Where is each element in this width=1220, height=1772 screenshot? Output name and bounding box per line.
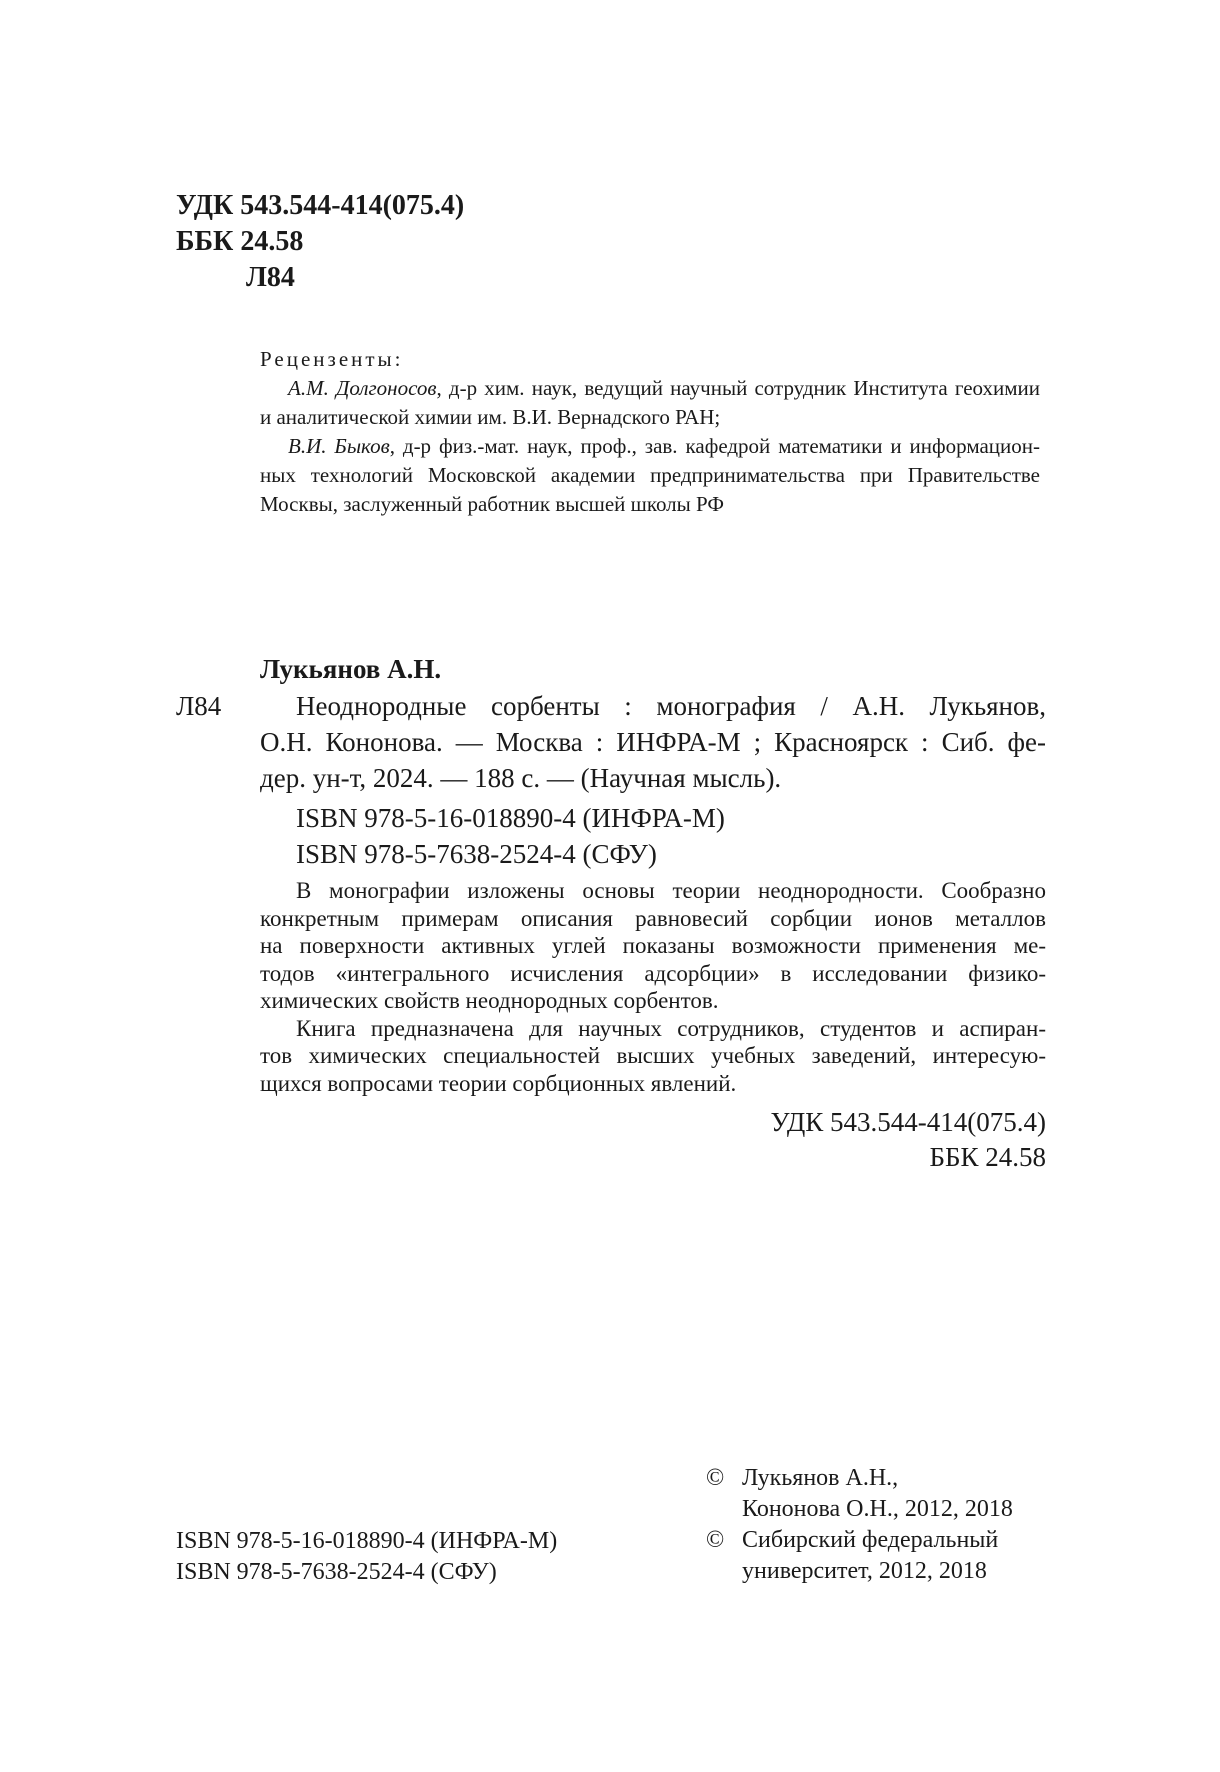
classification-right <box>600 1105 1046 1175</box>
reviewer-2-line-3: Москвы, заслуженный работник высшей школы РФ <box>260 492 724 516</box>
copyright-item-1 <box>706 1463 1046 1525</box>
header-block <box>176 188 464 296</box>
bib-author: Лукьянов А.Н. <box>260 654 442 684</box>
annotation-block <box>260 877 1046 1097</box>
annotation-line: щихся вопросами теории сорбционных явлений. <box>260 1070 737 1096</box>
isbn-bottom-1: ISBN 978-5-16-018890-4 (ИНФРА-М) <box>176 1528 558 1554</box>
bib-line-1: Неоднородные сорбенты : монография / А.Н. Лукьянов, <box>296 691 1046 721</box>
copyright-2-line-1: Сибирский федеральный <box>742 1527 999 1553</box>
annotation-line: химических свойств неоднородных сорбентов. <box>260 988 719 1013</box>
header-udk: УДК 543.544-414(075.4) <box>176 190 465 221</box>
bib-description <box>260 688 1046 796</box>
copyright-1-line-2: Кононова О.Н., 2012, 2018 <box>742 1496 1013 1522</box>
reviewers-title: Рецензенты: <box>260 347 404 371</box>
copyright-1-line-1: Лукьянов А.Н., <box>742 1465 899 1491</box>
header-code: Л84 <box>246 262 295 293</box>
copyright-item-2 <box>706 1525 1046 1587</box>
copyright-icon: © <box>706 1465 725 1491</box>
header-bbk: ББК 24.58 <box>176 226 304 257</box>
reviewer-1-name: А.М. Долгоносов <box>288 376 437 400</box>
annotation-line: конкретным примерам описания равновесий сорбции ионов металлов <box>260 905 1046 931</box>
bib-isbn-block <box>296 800 725 872</box>
isbn-bottom-block <box>176 1526 557 1588</box>
copyright-2-line-2: университет, 2012, 2018 <box>742 1558 987 1584</box>
annotation-line: Книга предназначена для научных сотрудников, студентов и аспиран- <box>296 1015 1046 1041</box>
classification-udk: УДК 543.544-414(075.4) <box>770 1107 1046 1137</box>
reviewer-2-text: , д-р физ.-мат. наук, проф., зав. кафедрой математики и информацион- <box>389 434 1040 458</box>
bib-code: Л84 <box>176 691 222 721</box>
bib-line-3: дер. ун-т, 2024. — 188 с. — (Научная мысль). <box>260 763 782 793</box>
reviewer-1-line-1 <box>260 374 1040 403</box>
bib-line-2: О.Н. Кононова. — Москва : ИНФРА-М ; Красноярск : Сиб. фе- <box>260 727 1046 757</box>
reviewer-2-name: В.И. Быков <box>288 434 390 458</box>
copyright-icon: © <box>706 1527 725 1553</box>
bib-isbn-1: ISBN 978-5-16-018890-4 (ИНФРА-М) <box>296 803 725 833</box>
isbn-bottom-2: ISBN 978-5-7638-2524-4 (СФУ) <box>176 1559 497 1585</box>
bib-isbn-2: ISBN 978-5-7638-2524-4 (СФУ) <box>296 839 657 869</box>
classification-bbk: ББК 24.58 <box>929 1142 1046 1172</box>
annotation-line: тов химических специальностей высших учебных заведений, интересую- <box>260 1043 1046 1068</box>
reviewer-2-line-1 <box>260 432 1040 461</box>
annotation-line: на поверхности активных углей показаны возможности применения ме- <box>260 933 1046 958</box>
reviewer-1-line-2: и аналитической химии им. В.И. Вернадского РАН; <box>260 405 721 429</box>
copyright-block <box>706 1463 1046 1587</box>
annotation-line: В монографии изложены основы теории неоднородности. Сообразно <box>296 878 1046 903</box>
reviewer-1-text: , д-р хим. наук, ведущий научный сотрудник Института геохимии <box>436 376 1040 400</box>
annotation-line: тодов «интегрального исчисления адсорбции» в исследовании физико- <box>260 960 1046 986</box>
reviewer-2-line-2: ных технологий Московской академии предпринимательства при Правительстве <box>260 463 1040 487</box>
reviewers-block <box>260 345 1046 519</box>
